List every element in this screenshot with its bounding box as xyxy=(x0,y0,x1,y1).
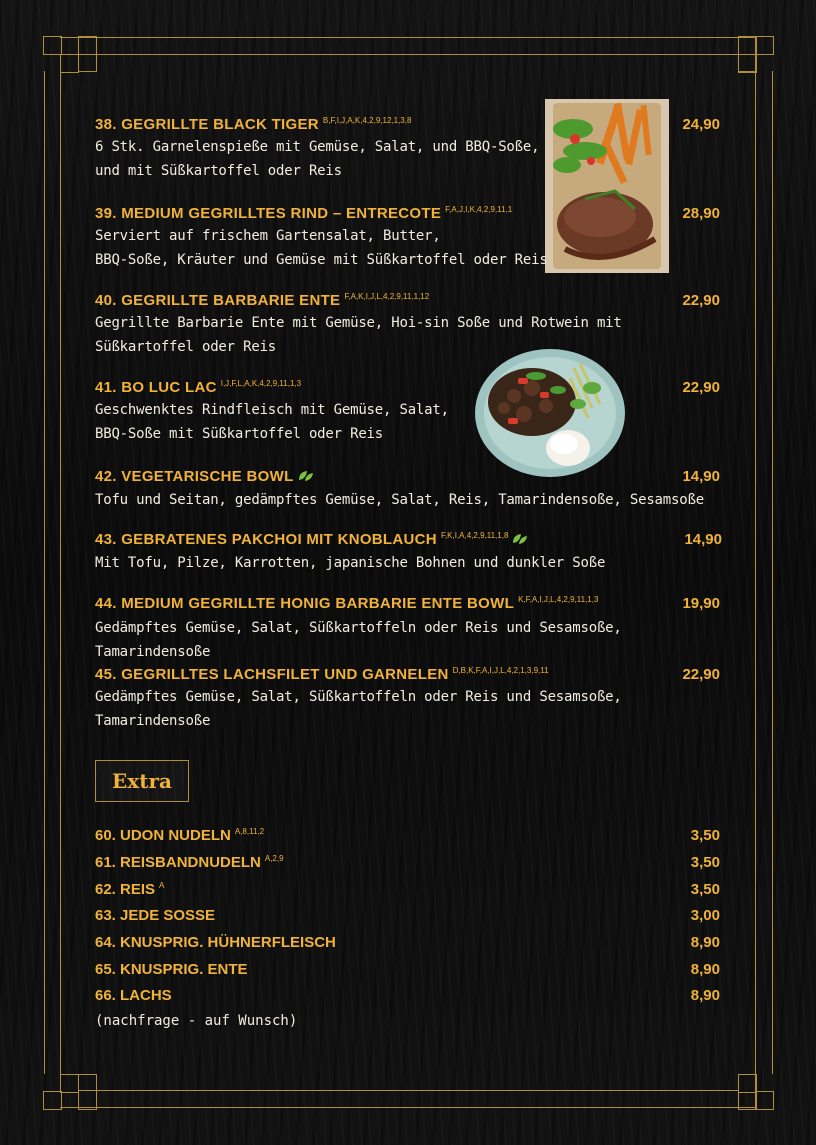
item-description: und mit Süßkartoffel oder Reis xyxy=(95,163,342,179)
allergen-codes: F,K,I,A,4,2,9,11,1,8 xyxy=(440,531,509,540)
extra-row xyxy=(95,907,720,931)
extra-name: 62. REIS xyxy=(95,881,156,898)
extra-price: 3,50 xyxy=(690,854,720,871)
extra-heading: Extra xyxy=(95,760,189,802)
item-description: Tofu und Seitan, gedämpftes Gemüse, Salat, Reis, Tamarindensoße, Sesamsoße xyxy=(95,491,704,508)
vegan-leaf-icon xyxy=(512,532,528,549)
allergen-codes: F,A,J,I,K,4,2,9,11,1 xyxy=(445,205,513,214)
allergen-codes: A xyxy=(159,881,165,890)
item-price: 24,90 xyxy=(682,116,720,133)
menu-item xyxy=(95,292,720,359)
extra-name: 66. LACHS xyxy=(95,987,172,1004)
extra-name: 63. JEDE SOSSE xyxy=(95,907,216,924)
allergen-codes: D,B,K,F,A,I,J,L,4,2,1,3,9,11 xyxy=(452,666,549,675)
item-description: Geschwenktes Rindfleisch mit Gemüse, Salat, xyxy=(95,402,449,418)
item-title: 39. MEDIUM GEGRILLTES RIND – ENTRECOTE xyxy=(95,205,442,222)
extra-price: 8,90 xyxy=(690,961,720,978)
extra-price: 3,50 xyxy=(690,881,720,898)
item-description: Gedämpftes Gemüse, Salat, Süßkartoffeln oder Reis und Sesamsoße, Tamarindensoße xyxy=(95,620,622,660)
item-title: 41. BO LUC LAC xyxy=(95,379,217,396)
item-price: 28,90 xyxy=(682,205,720,222)
extra-row xyxy=(95,987,720,1011)
allergen-codes: I,J,F,L,A,K,4,2,9,11,1,3 xyxy=(220,379,302,388)
item-description: Mit Tofu, Pilze, Karrotten, japanische Bohnen und dunkler Soße xyxy=(95,554,606,571)
extra-row xyxy=(95,827,720,851)
allergen-codes: K,F,A,I,J,L,4,2,9,11,1,3 xyxy=(518,595,599,604)
extra-name: 60. UDON NUDELN xyxy=(95,827,231,844)
item-description: 6 Stk. Garnelenspieße mit Gemüse, Salat, und BBQ-Soße, xyxy=(95,139,540,155)
item-price: 14,90 xyxy=(682,468,720,485)
extra-price: 3,50 xyxy=(690,827,720,844)
menu-item xyxy=(95,205,720,272)
allergen-codes: A,2,9 xyxy=(264,854,284,863)
menu-item xyxy=(95,468,720,512)
request-note: (nachfrage - auf Wunsch) xyxy=(95,1013,298,1029)
item-title: 38. GEGRILLTE BLACK TIGER xyxy=(95,116,319,133)
extra-row xyxy=(95,854,720,878)
allergen-codes: F,A,K,I,J,L,4,2,9,11,1,12 xyxy=(344,292,430,301)
allergen-codes: B,F,I,J,A,K,4,2,9,12,1,3,8 xyxy=(322,116,412,125)
item-title: 40. GEGRILLTE BARBARIE ENTE xyxy=(95,292,341,309)
menu-item xyxy=(95,379,720,446)
extra-name: 65. KNUSPRIG. ENTE xyxy=(95,961,248,978)
menu-item xyxy=(95,531,720,575)
extra-price: 8,90 xyxy=(690,987,720,1004)
menu-items xyxy=(95,0,722,729)
item-description: Gedämpftes Gemüse, Salat, Süßkartoffeln oder Reis und Sesamsoße, Tamarindensoße xyxy=(95,689,622,729)
item-description: Serviert auf frischem Gartensalat, Butter, xyxy=(95,228,441,244)
item-description: Süßkartoffel oder Reis xyxy=(95,339,277,355)
extra-price: 8,90 xyxy=(690,934,720,951)
menu-item xyxy=(95,666,720,733)
item-price: 22,90 xyxy=(682,379,720,396)
extra-row xyxy=(95,934,720,958)
item-price: 14,90 xyxy=(684,531,722,548)
extra-price: 3,00 xyxy=(690,907,720,924)
item-description: BBQ-Soße, Kräuter und Gemüse mit Süßkartoffel oder Reis xyxy=(95,252,548,268)
menu-item xyxy=(95,116,720,183)
item-price: 19,90 xyxy=(682,595,720,612)
menu-item xyxy=(95,595,720,664)
allergen-codes: A,8,11,2 xyxy=(234,827,265,836)
item-description: Gegrillte Barbarie Ente mit Gemüse, Hoi-sin Soße und Rotwein mit xyxy=(95,315,622,331)
extra-name: 64. KNUSPRIG. HÜHNERFLEISCH xyxy=(95,934,336,951)
item-description: BBQ-Soße mit Süßkartoffel oder Reis xyxy=(95,426,384,442)
extra-name: 61. REISBANDNUDELN xyxy=(95,854,261,871)
extra-row xyxy=(95,881,720,905)
item-title: 43. GEBRATENES PAKCHOI MIT KNOBLAUCH xyxy=(95,531,437,548)
item-price: 22,90 xyxy=(682,666,720,683)
item-title: 45. GEGRILLTES LACHSFILET UND GARNELEN xyxy=(95,666,449,683)
item-title: 42. VEGETARISCHE BOWL xyxy=(95,468,294,485)
extra-row xyxy=(95,961,720,985)
item-price: 22,90 xyxy=(682,292,720,309)
item-title: 44. MEDIUM GEGRILLTE HONIG BARBARIE ENTE BOWL xyxy=(95,595,515,612)
vegan-leaf-icon xyxy=(298,469,314,486)
